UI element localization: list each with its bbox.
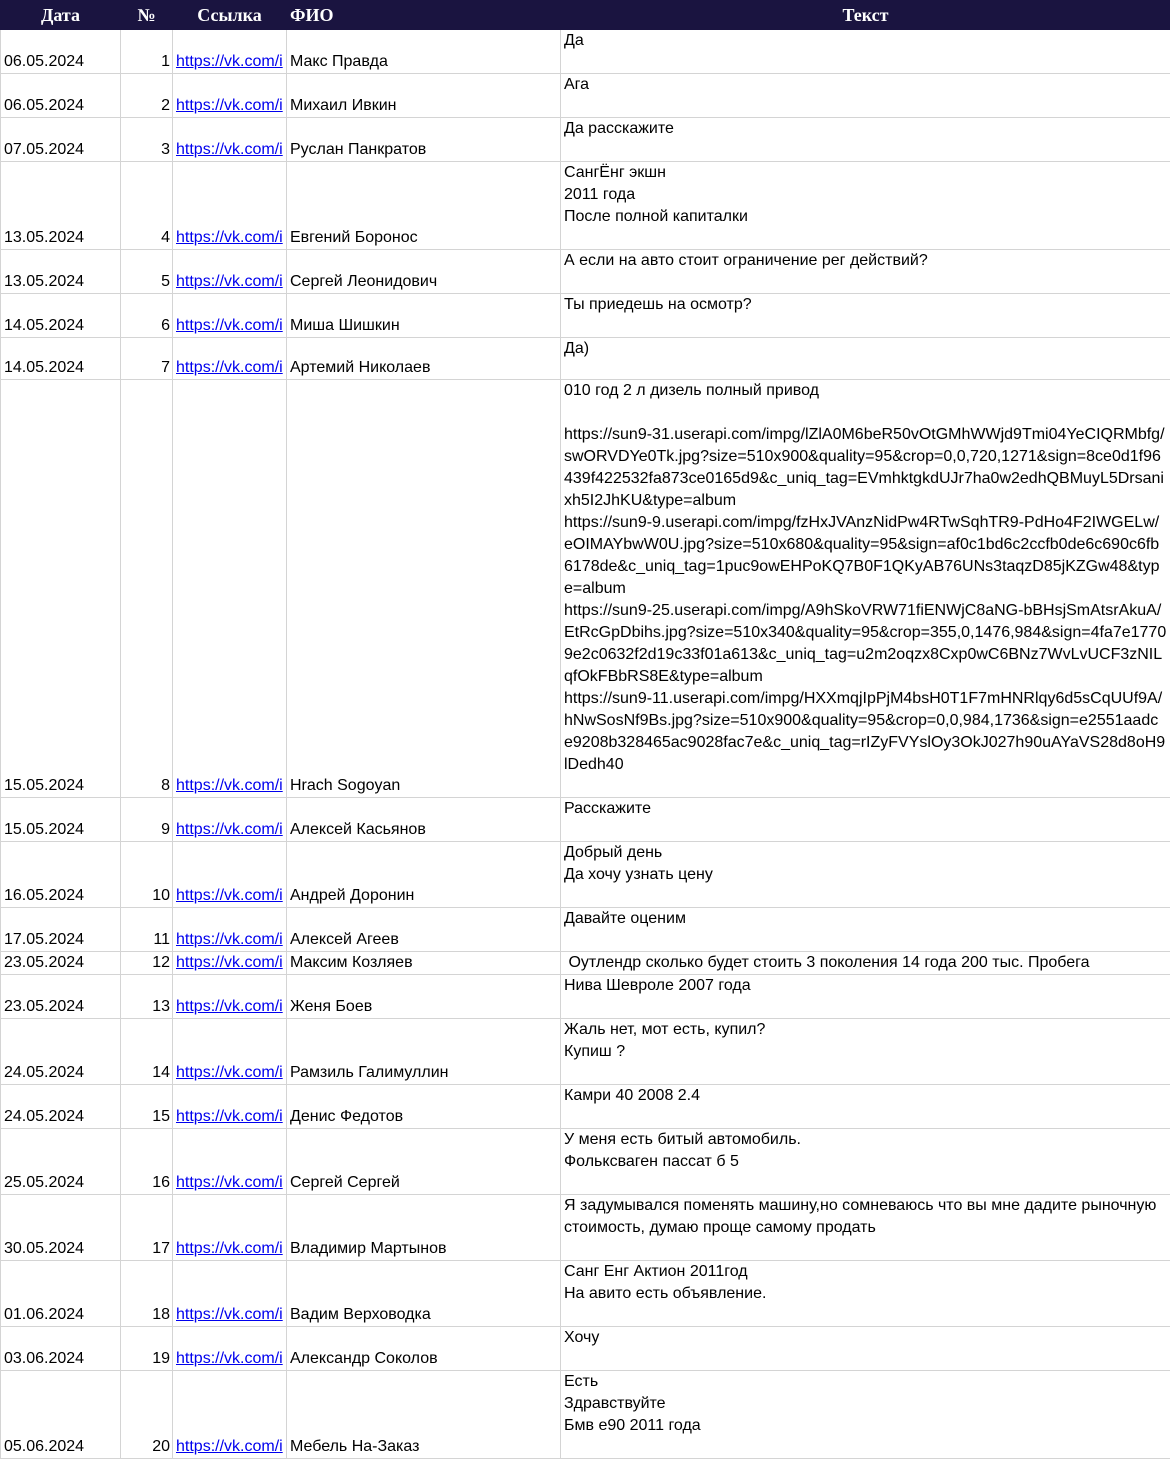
- cell-link[interactable]: [173, 1129, 287, 1195]
- cell-text-value: СангЁнг экшн 2011 года После полной капиталки: [564, 164, 748, 225]
- table-row: [1, 1129, 1170, 1195]
- cell-link-value[interactable]: https://vk.com/i: [176, 821, 283, 838]
- cell-text-value: Ага: [564, 76, 589, 93]
- header-num[interactable]: №: [121, 1, 173, 30]
- cell-num[interactable]: [121, 1085, 173, 1129]
- cell-link-value[interactable]: https://vk.com/i: [176, 1108, 283, 1125]
- cell-date[interactable]: [1, 30, 121, 74]
- cell-num[interactable]: [121, 1327, 173, 1371]
- cell-num[interactable]: [121, 162, 173, 250]
- cell-link-value[interactable]: https://vk.com/i: [176, 777, 283, 794]
- cell-fio[interactable]: [287, 294, 561, 338]
- cell-text[interactable]: [561, 162, 1170, 250]
- cell-num-value: 11: [153, 931, 170, 948]
- cell-fio[interactable]: [287, 908, 561, 952]
- cell-date[interactable]: [1, 380, 121, 798]
- cell-num[interactable]: [121, 1019, 173, 1085]
- cell-fio-value: Максим Козляев: [290, 954, 413, 971]
- cell-link-value[interactable]: https://vk.com/i: [176, 53, 283, 70]
- cell-fio-value: Руслан Панкратов: [290, 141, 426, 158]
- cell-text[interactable]: [561, 1261, 1170, 1327]
- cell-date[interactable]: [1, 952, 121, 975]
- cell-date-value: 13.05.2024: [4, 229, 84, 246]
- cell-text[interactable]: [561, 1371, 1170, 1459]
- cell-text-value: Да: [564, 32, 584, 49]
- cell-link[interactable]: [173, 118, 287, 162]
- cell-text-value: Я задумывался поменять машину,но сомневаюсь что вы мне дадите рыночную стоимость, думаю проще самому продать: [564, 1197, 1161, 1236]
- cell-fio-value: Рамзиль Галимуллин: [290, 1064, 448, 1081]
- cell-fio-value: Алексей Агеев: [290, 931, 399, 948]
- cell-fio[interactable]: [287, 118, 561, 162]
- cell-fio[interactable]: [287, 842, 561, 908]
- table-row: [1, 118, 1170, 162]
- cell-num-value: 13: [152, 998, 170, 1015]
- table-row: [1, 952, 1170, 975]
- cell-num-value: 19: [152, 1350, 170, 1367]
- cell-link-value[interactable]: https://vk.com/i: [176, 229, 283, 246]
- cell-num[interactable]: [121, 338, 173, 380]
- cell-fio-value: Андрей Доронин: [290, 887, 414, 904]
- cell-text[interactable]: [561, 842, 1170, 908]
- cell-link-value[interactable]: https://vk.com/i: [176, 954, 283, 971]
- cell-text[interactable]: [561, 1085, 1170, 1129]
- cell-num[interactable]: [121, 1371, 173, 1459]
- cell-link[interactable]: [173, 908, 287, 952]
- cell-text-value: Расскажите: [564, 800, 651, 817]
- cell-link[interactable]: [173, 952, 287, 975]
- table-row: [1, 162, 1170, 250]
- cell-text-value: Есть Здравствуйте Бмв е90 2011 года: [564, 1373, 701, 1434]
- cell-fio[interactable]: [287, 162, 561, 250]
- cell-link[interactable]: [173, 294, 287, 338]
- cell-link[interactable]: [173, 1195, 287, 1261]
- cell-date[interactable]: [1, 294, 121, 338]
- table-row: [1, 1195, 1170, 1261]
- cell-link[interactable]: [173, 380, 287, 798]
- cell-link[interactable]: [173, 250, 287, 294]
- cell-num[interactable]: [121, 1195, 173, 1261]
- cell-text[interactable]: [561, 952, 1170, 975]
- cell-fio-value: Сергей Леонидович: [290, 273, 437, 290]
- cell-date-value: 14.05.2024: [4, 359, 84, 376]
- cell-text[interactable]: [561, 1019, 1170, 1085]
- cell-text-value: Да расскажите: [564, 120, 674, 137]
- cell-link[interactable]: [173, 162, 287, 250]
- cell-fio[interactable]: [287, 30, 561, 74]
- header-link[interactable]: Ссылка: [173, 1, 287, 30]
- cell-fio[interactable]: [287, 1371, 561, 1459]
- cell-date[interactable]: [1, 1195, 121, 1261]
- cell-text-value: Санг Енг Актион 2011год На авито есть объявление.: [564, 1263, 766, 1302]
- cell-text-value: Нива Шевроле 2007 года: [564, 977, 751, 994]
- cell-date-value: 30.05.2024: [4, 1240, 84, 1257]
- cell-date[interactable]: [1, 118, 121, 162]
- cell-fio-value: Женя Боев: [290, 998, 372, 1015]
- cell-fio[interactable]: [287, 74, 561, 118]
- cell-text-value: 010 год 2 л дизель полный привод https://sun9-31.userapi.com/impg/lZlA0M6beR50vOtGMhWWjd9Tmi04YeCIQRMbfg/swORVDYe0Tk.jpg?size=510x900&quality=95&crop=0,0,720,1271&sign=8ce0d1f96439f422532fa873ce0165d9&c_uniq_tag=EVmhktgkdUJr7ha0w2edhQBMuyL5Drsanixh5I2JhKU&type=album https://sun9-9.userapi.com/impg/fzHxJVAnzNidPw4RTwSqhTR9-PdHo4F2IWGELw/eOIMAYbwW0U.jpg?size=510x680&quality=95&sign=af0c1bd6c2ccfb0de6c690c6fb6178de&c_uniq_tag=1puc9owEHPoKQ7B0F1QKyAB76UNs3taqzD85jKZGw48&type=album https://sun9-25.userapi.com/impg/A9hSkoVRW71fiENWjC8aNG-bBHsjSmAtsrAkuA/EtRcGpDbihs.jpg?size=510x340&quality=95&crop=355,0,1476,984&sign=4fa7e17709e2c0632f2d19c33f01a613&c_uniq_tag=u2m2oqzx8Cxp0wC6BNz7WvLvUCF3zNILqfOkFBbRS8E&type=album https://sun9-11.userapi.com/impg/HXXmqjIpPjM4bsH0T1F7mHNRlqy6d5sCqUUf9A/hNwSosNf9Bs.jpg?size=510x900&quality=95&crop=0,0,984,1736&sign=e2551aadce9208b328465ac9028fac7e&c_uniq_tag=rIZyFVYslOy3OkJ027h90uAYaVS28d8oH9lDedh40: [564, 382, 1166, 773]
- cell-num-value: 6: [161, 317, 170, 334]
- cell-date-value: 05.06.2024: [4, 1438, 84, 1455]
- cell-link[interactable]: [173, 798, 287, 842]
- cell-num-value: 8: [161, 777, 170, 794]
- cell-date-value: 15.05.2024: [4, 777, 84, 794]
- cell-num-value: 7: [161, 359, 170, 376]
- cell-date[interactable]: [1, 1085, 121, 1129]
- cell-fio[interactable]: [287, 1019, 561, 1085]
- cell-fio-value: Мебель На-Заказ: [290, 1438, 419, 1455]
- cell-date[interactable]: [1, 975, 121, 1019]
- cell-text-value: Ты приедешь на осмотр?: [564, 296, 752, 313]
- cell-fio[interactable]: [287, 338, 561, 380]
- cell-fio-value: Владимир Мартынов: [290, 1240, 446, 1257]
- cell-num[interactable]: [121, 1129, 173, 1195]
- cell-text-value: Оутлендр сколько будет стоить 3 поколения 14 года 200 тыс. Пробега: [564, 954, 1090, 971]
- cell-link-value[interactable]: https://vk.com/i: [176, 1174, 283, 1191]
- cell-date-value: 13.05.2024: [4, 273, 84, 290]
- cell-num-value: 9: [161, 821, 170, 838]
- cell-link-value[interactable]: https://vk.com/i: [176, 317, 283, 334]
- cell-text-value: У меня есть битый автомобиль. Фольксваген пассат б 5: [564, 1131, 801, 1170]
- cell-date[interactable]: [1, 908, 121, 952]
- cell-link-value[interactable]: https://vk.com/i: [176, 1306, 283, 1323]
- cell-text[interactable]: [561, 1327, 1170, 1371]
- table-row: [1, 798, 1170, 842]
- cell-text-value: Жаль нет, мот есть, купил? Купиш ?: [564, 1021, 765, 1060]
- cell-fio-value: Вадим Верховодка: [290, 1306, 431, 1323]
- cell-num[interactable]: [121, 30, 173, 74]
- cell-text[interactable]: [561, 30, 1170, 74]
- table-row: [1, 338, 1170, 380]
- cell-num-value: 18: [152, 1306, 170, 1323]
- table-row: [1, 74, 1170, 118]
- header-row: [1, 1, 1170, 30]
- table-row: [1, 30, 1170, 74]
- table-row: [1, 1327, 1170, 1371]
- cell-date[interactable]: [1, 1019, 121, 1085]
- cell-text-value: Да): [564, 340, 589, 357]
- cell-num[interactable]: [121, 975, 173, 1019]
- cell-fio-value: Алексей Касьянов: [290, 821, 426, 838]
- header-date[interactable]: Дата: [1, 1, 121, 30]
- cell-num[interactable]: [121, 250, 173, 294]
- cell-text-value: Хочу: [564, 1329, 599, 1346]
- cell-text[interactable]: [561, 338, 1170, 380]
- cell-text[interactable]: [561, 1129, 1170, 1195]
- cell-date-value: 03.06.2024: [4, 1350, 84, 1367]
- cell-text[interactable]: [561, 250, 1170, 294]
- table-row: [1, 250, 1170, 294]
- cell-date[interactable]: [1, 1371, 121, 1459]
- cell-fio[interactable]: [287, 798, 561, 842]
- cell-text[interactable]: [561, 118, 1170, 162]
- cell-text[interactable]: [561, 908, 1170, 952]
- cell-num[interactable]: [121, 952, 173, 975]
- cell-num-value: 15: [152, 1108, 170, 1125]
- cell-link[interactable]: [173, 1019, 287, 1085]
- cell-date-value: 14.05.2024: [4, 317, 84, 334]
- cell-date[interactable]: [1, 338, 121, 380]
- cell-text-value: А если на авто стоит ограничение рег действий?: [564, 252, 928, 269]
- cell-link[interactable]: [173, 975, 287, 1019]
- cell-text-value: Добрый день Да хочу узнать цену: [564, 844, 713, 883]
- cell-date[interactable]: [1, 1261, 121, 1327]
- cell-text[interactable]: [561, 1195, 1170, 1261]
- table-row: [1, 294, 1170, 338]
- cell-link-value[interactable]: https://vk.com/i: [176, 931, 283, 948]
- cell-link-value[interactable]: https://vk.com/i: [176, 97, 283, 114]
- table-row: [1, 1371, 1170, 1459]
- cell-link[interactable]: [173, 1261, 287, 1327]
- cell-link-value[interactable]: https://vk.com/i: [176, 887, 283, 904]
- cell-link[interactable]: [173, 74, 287, 118]
- cell-date-value: 06.05.2024: [4, 53, 84, 70]
- cell-num[interactable]: [121, 1261, 173, 1327]
- cell-num[interactable]: [121, 294, 173, 338]
- cell-text-value: Камри 40 2008 2.4: [564, 1087, 700, 1104]
- cell-fio[interactable]: [287, 380, 561, 798]
- cell-link-value[interactable]: https://vk.com/i: [176, 141, 283, 158]
- cell-num-value: 4: [161, 229, 170, 246]
- cell-num-value: 5: [161, 273, 170, 290]
- cell-fio-value: Сергей Сергей: [290, 1174, 400, 1191]
- cell-link[interactable]: [173, 338, 287, 380]
- cell-date-value: 01.06.2024: [4, 1306, 84, 1323]
- cell-date-value: 23.05.2024: [4, 998, 84, 1015]
- cell-num-value: 2: [161, 97, 170, 114]
- header-text[interactable]: Текст: [561, 1, 1170, 30]
- cell-fio-value: Евгений Боронос: [290, 229, 418, 246]
- cell-date-value: 06.05.2024: [4, 97, 84, 114]
- cell-num-value: 1: [161, 53, 170, 70]
- table-row: [1, 1085, 1170, 1129]
- table-row: [1, 1261, 1170, 1327]
- cell-num-value: 16: [152, 1174, 170, 1191]
- cell-link[interactable]: [173, 1085, 287, 1129]
- cell-text[interactable]: [561, 74, 1170, 118]
- cell-num-value: 20: [152, 1438, 170, 1455]
- cell-fio-value: Миша Шишкин: [290, 317, 400, 334]
- cell-date-value: 07.05.2024: [4, 141, 84, 158]
- cell-fio-value: Михаил Ивкин: [290, 97, 396, 114]
- cell-text[interactable]: [561, 798, 1170, 842]
- cell-date-value: 24.05.2024: [4, 1108, 84, 1125]
- cell-date-value: 23.05.2024: [4, 954, 84, 971]
- cell-fio-value: Макс Правда: [290, 53, 388, 70]
- cell-num[interactable]: [121, 118, 173, 162]
- cell-fio[interactable]: [287, 1085, 561, 1129]
- cell-date-value: 16.05.2024: [4, 887, 84, 904]
- table-row: [1, 975, 1170, 1019]
- cell-fio[interactable]: [287, 1327, 561, 1371]
- cell-num-value: 10: [152, 887, 170, 904]
- cell-link[interactable]: [173, 30, 287, 74]
- cell-date-value: 25.05.2024: [4, 1174, 84, 1191]
- cell-fio-value: Денис Федотов: [290, 1108, 403, 1125]
- cell-num-value: 3: [161, 141, 170, 158]
- cell-date[interactable]: [1, 842, 121, 908]
- table-row: [1, 842, 1170, 908]
- cell-text-value: Давайте оценим: [564, 910, 686, 927]
- cell-link[interactable]: [173, 1327, 287, 1371]
- table-row: [1, 1019, 1170, 1085]
- cell-fio[interactable]: [287, 975, 561, 1019]
- cell-date[interactable]: [1, 798, 121, 842]
- cell-num[interactable]: [121, 380, 173, 798]
- cell-link-value[interactable]: https://vk.com/i: [176, 1240, 283, 1257]
- table-row: [1, 908, 1170, 952]
- cell-link-value[interactable]: https://vk.com/i: [176, 1438, 283, 1455]
- table-row: [1, 380, 1170, 798]
- cell-date[interactable]: [1, 250, 121, 294]
- cell-fio[interactable]: [287, 1195, 561, 1261]
- cell-link-value[interactable]: https://vk.com/i: [176, 1064, 283, 1081]
- cell-date-value: 15.05.2024: [4, 821, 84, 838]
- cell-num-value: 17: [152, 1240, 170, 1257]
- cell-fio-value: Артемий Николаев: [290, 359, 430, 376]
- table-body: [1, 30, 1170, 1459]
- cell-num[interactable]: [121, 798, 173, 842]
- cell-text[interactable]: [561, 975, 1170, 1019]
- cell-fio-value: Hrach Sogoyan: [290, 777, 400, 794]
- cell-num-value: 12: [152, 954, 170, 971]
- cell-num[interactable]: [121, 842, 173, 908]
- cell-num[interactable]: [121, 908, 173, 952]
- cell-fio[interactable]: [287, 952, 561, 975]
- cell-date[interactable]: [1, 1129, 121, 1195]
- cell-date[interactable]: [1, 74, 121, 118]
- cell-link-value[interactable]: https://vk.com/i: [176, 998, 283, 1015]
- cell-link-value[interactable]: https://vk.com/i: [176, 359, 283, 376]
- cell-fio-value: Александр Соколов: [290, 1350, 438, 1367]
- cell-text[interactable]: [561, 380, 1170, 798]
- cell-date[interactable]: [1, 162, 121, 250]
- cell-link[interactable]: [173, 1371, 287, 1459]
- cell-fio[interactable]: [287, 1129, 561, 1195]
- cell-link[interactable]: [173, 842, 287, 908]
- cell-date-value: 24.05.2024: [4, 1064, 84, 1081]
- cell-date[interactable]: [1, 1327, 121, 1371]
- header-fio[interactable]: ФИО: [287, 1, 561, 30]
- cell-link-value[interactable]: https://vk.com/i: [176, 1350, 283, 1367]
- cell-date-value: 17.05.2024: [4, 931, 84, 948]
- cell-link-value[interactable]: https://vk.com/i: [176, 273, 283, 290]
- cell-num-value: 14: [152, 1064, 170, 1081]
- cell-fio[interactable]: [287, 1261, 561, 1327]
- cell-text[interactable]: [561, 294, 1170, 338]
- cell-fio[interactable]: [287, 250, 561, 294]
- cell-num[interactable]: [121, 74, 173, 118]
